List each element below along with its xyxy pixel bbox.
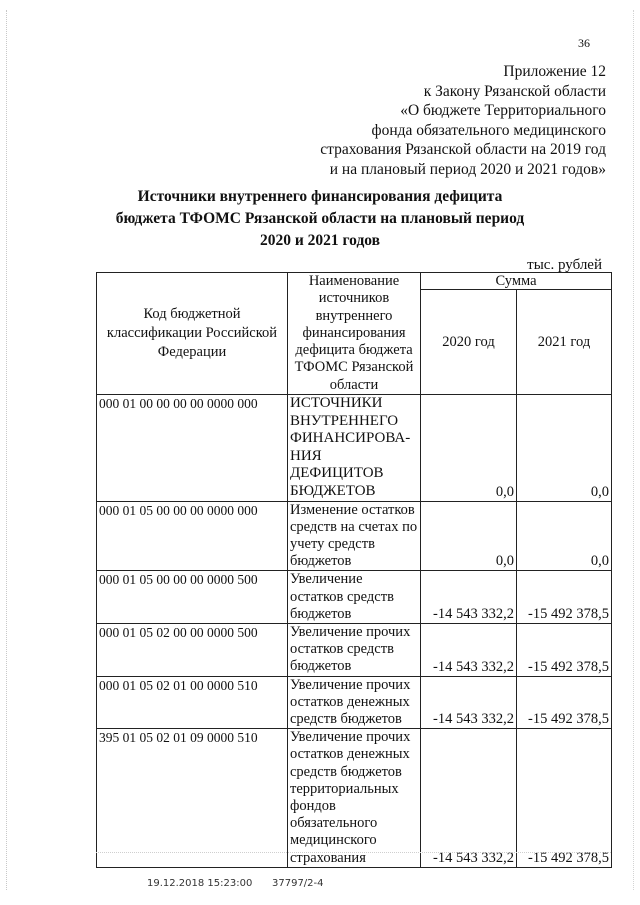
- scan-edge-right: [633, 10, 635, 890]
- footer-timestamp: 19.12.2018 15:23:00: [147, 878, 253, 889]
- header-code: Код бюджетной классификации Российской Федерации: [97, 273, 288, 395]
- appendix-line: страхования Рязанской области на 2019 год: [320, 141, 606, 158]
- row-name: Увеличение прочих остатков денежных средств бюджетов территориальных фондов обязательного медицинского страхования: [288, 729, 421, 868]
- page-number: 36: [578, 36, 590, 50]
- row-value-2020: 0,0: [421, 395, 517, 502]
- footer-divider: [96, 852, 611, 853]
- table-row: [97, 676, 612, 729]
- row-name: Увеличение прочих остатков денежных средств бюджетов: [288, 676, 421, 729]
- table-row: [97, 729, 612, 868]
- row-value-2021: 0,0: [517, 501, 612, 571]
- header-year-2020: 2020 год: [421, 290, 517, 395]
- title-line: 2020 и 2021 годов: [259, 232, 381, 249]
- row-code: 000 01 05 02 01 00 0000 510: [97, 676, 288, 729]
- row-value-2020: -14 543 332,2: [421, 623, 517, 676]
- header-sum: Сумма: [421, 273, 612, 290]
- appendix-block: [320, 62, 606, 179]
- row-code: 000 01 05 02 00 00 0000 500: [97, 623, 288, 676]
- table-row: [97, 395, 612, 502]
- table-row: [97, 623, 612, 676]
- row-value-2021: -15 492 378,5: [517, 571, 612, 624]
- row-value-2021: -15 492 378,5: [517, 676, 612, 729]
- appendix-line: к Закону Рязанской области: [423, 82, 606, 100]
- row-code: 000 01 00 00 00 00 0000 000: [97, 395, 288, 502]
- title-line: Источники внутреннего финансирования дефицита: [137, 188, 503, 205]
- document-title: [0, 186, 640, 252]
- row-code: 000 01 05 00 00 00 0000 500: [97, 571, 288, 624]
- appendix-line: и на плановый период 2020 и 2021 годов»: [329, 160, 606, 178]
- row-name: Увеличение остатков средств бюджетов: [288, 571, 421, 624]
- header-year-2021: 2021 год: [517, 290, 612, 395]
- row-code: 395 01 05 02 01 09 0000 510: [97, 729, 288, 868]
- appendix-line: Приложение 12: [503, 63, 606, 80]
- appendix-line: фонда обязательного медицинского: [371, 121, 606, 139]
- unit-label: тыс. рублей: [527, 257, 602, 273]
- row-value-2020: -14 543 332,2: [421, 571, 517, 624]
- table-row: [97, 501, 612, 571]
- table-row: [97, 571, 612, 624]
- row-value-2021: -15 492 378,5: [517, 729, 612, 868]
- header-name: Наименование источников внутреннего финансирования дефицита бюджета ТФОМС Рязанской области: [288, 273, 421, 395]
- table-header-row: [97, 273, 612, 290]
- appendix-line: «О бюджете Территориального: [400, 102, 606, 119]
- row-name: ИСТОЧНИКИ ВНУТРЕННЕГО ФИНАНСИРОВА-НИЯ ДЕФИЦИТОВ БЮДЖЕТОВ: [288, 395, 421, 502]
- row-value-2020: 0,0: [421, 501, 517, 571]
- row-name: Изменение остатков средств на счетах по учету средств бюджетов: [288, 501, 421, 571]
- row-value-2020: -14 543 332,2: [421, 676, 517, 729]
- financing-sources-table: [96, 272, 612, 868]
- row-value-2021: 0,0: [517, 395, 612, 502]
- footer-doc-number: 37797/2-4: [272, 878, 324, 889]
- title-line: бюджета ТФОМС Рязанской области на плановый период: [115, 210, 525, 227]
- row-value-2021: -15 492 378,5: [517, 623, 612, 676]
- row-name: Увеличение прочих остатков средств бюджетов: [288, 623, 421, 676]
- row-code: 000 01 05 00 00 00 0000 000: [97, 501, 288, 571]
- row-value-2020: -14 543 332,2: [421, 729, 517, 868]
- scan-edge-left: [6, 10, 8, 890]
